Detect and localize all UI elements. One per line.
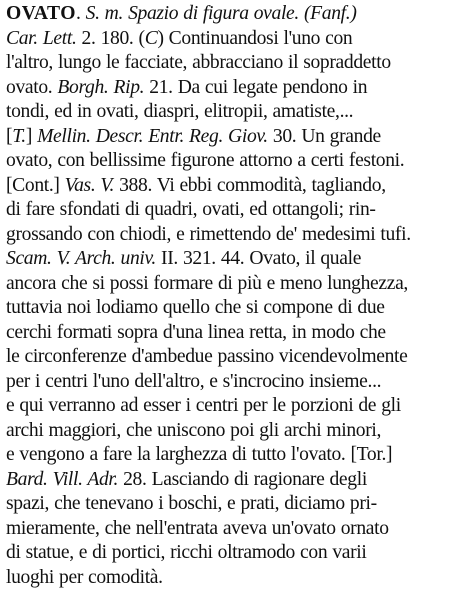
entry-line	[6, 100, 465, 125]
entry-line	[6, 2, 465, 27]
entry-text: ]	[26, 126, 37, 147]
entry-text: di statue, e di portici, ricchi oltramodo con varii	[6, 542, 367, 563]
entry-text: l'altro, lungo le facciate, abbracciano il sopraddetto	[6, 52, 391, 73]
entry-text: tuttavia noi lodiamo quello che si compone di due	[6, 297, 385, 318]
headword: OVATO	[6, 3, 76, 24]
entry-line	[6, 27, 465, 52]
entry-text: di fare sfondati di quadri, ovati, ed ottangoli; rin-	[6, 199, 376, 220]
entry-line	[6, 198, 465, 223]
citation-italic: T.	[12, 126, 26, 147]
entry-text: ancora che si possi formare di più e meno lunghezza,	[6, 273, 408, 294]
citation-italic: Car. Lett.	[6, 28, 77, 49]
entry-line	[6, 394, 465, 419]
entry-text: le circonferenze d'ambedue passino vicendevolmente	[6, 346, 408, 367]
entry-line	[6, 174, 465, 199]
entry-line	[6, 370, 465, 395]
citation-italic: S. m. Spazio di figura ovale. (Fanf.)	[86, 3, 357, 24]
citation-italic: Mellin. Descr. Entr. Reg. Giov.	[37, 126, 268, 147]
citation-italic: Bard. Vill. Adr.	[6, 469, 118, 490]
entry-text: ovato.	[6, 77, 57, 98]
entry-line	[6, 76, 465, 101]
entry-text: ovato, con bellissime figurone attorno a certi festoni.	[6, 150, 404, 171]
entry-line	[6, 345, 465, 370]
entry-line	[6, 492, 465, 517]
entry-line	[6, 149, 465, 174]
entry-text: 28. Lasciando di ragionare degli	[118, 469, 367, 490]
entry-text: 2. 180. (	[77, 28, 145, 49]
entry-line	[6, 541, 465, 566]
entry-text: tondi, ed in ovati, diaspri, elitropii, amatiste,...	[6, 101, 353, 122]
entry-line	[6, 419, 465, 444]
entry-line	[6, 517, 465, 542]
entry-text: .	[76, 3, 86, 24]
entry-line	[6, 566, 465, 590]
citation-italic: Vas. V.	[65, 175, 114, 196]
entry-text: luoghi per comodità.	[6, 567, 163, 588]
entry-text: 388. Vi ebbi commodità, tagliando,	[114, 175, 386, 196]
entry-text: e vengono a fare la larghezza di tutto l'ovato. [Tor.]	[6, 444, 392, 465]
entry-text: 30. Un grande	[268, 126, 381, 147]
entry-text: ) Continuandosi l'uno con	[157, 28, 352, 49]
entry-line	[6, 468, 465, 493]
entry-text: spazi, che tenevano i boschi, e prati, diciamo pri-	[6, 493, 377, 514]
entry-text: [	[6, 126, 12, 147]
entry-text: e qui verranno ad esser i centri per le porzioni de gli	[6, 395, 401, 416]
entry-text: [Cont.]	[6, 175, 65, 196]
citation-italic: C	[145, 28, 158, 49]
entry-line	[6, 443, 465, 468]
entry-line	[6, 223, 465, 248]
entry-text: mieramente, che nell'entrata aveva un'ovato ornato	[6, 518, 389, 539]
entry-text: grossando con chiodi, e rimettendo de' medesimi tufi.	[6, 224, 411, 245]
entry-line	[6, 51, 465, 76]
entry-line	[6, 296, 465, 321]
entry-text: 21. Da cui legate pendono in	[144, 77, 367, 98]
entry-text: archi maggiori, che uniscono poi gli archi minori,	[6, 420, 381, 441]
entry-line	[6, 321, 465, 346]
entry-text: per i centri l'uno dell'altro, e s'incrocino insieme...	[6, 371, 381, 392]
entry-text: II. 321. 44. Ovato, il quale	[156, 248, 361, 269]
entry-line	[6, 272, 465, 297]
dictionary-entry-ovato	[6, 2, 465, 590]
citation-italic: Scam. V. Arch. univ.	[6, 248, 156, 269]
citation-italic: Borgh. Rip.	[57, 77, 144, 98]
entry-line	[6, 247, 465, 272]
entry-line	[6, 125, 465, 150]
entry-text: cerchi formati sopra d'una linea retta, in modo che	[6, 322, 386, 343]
